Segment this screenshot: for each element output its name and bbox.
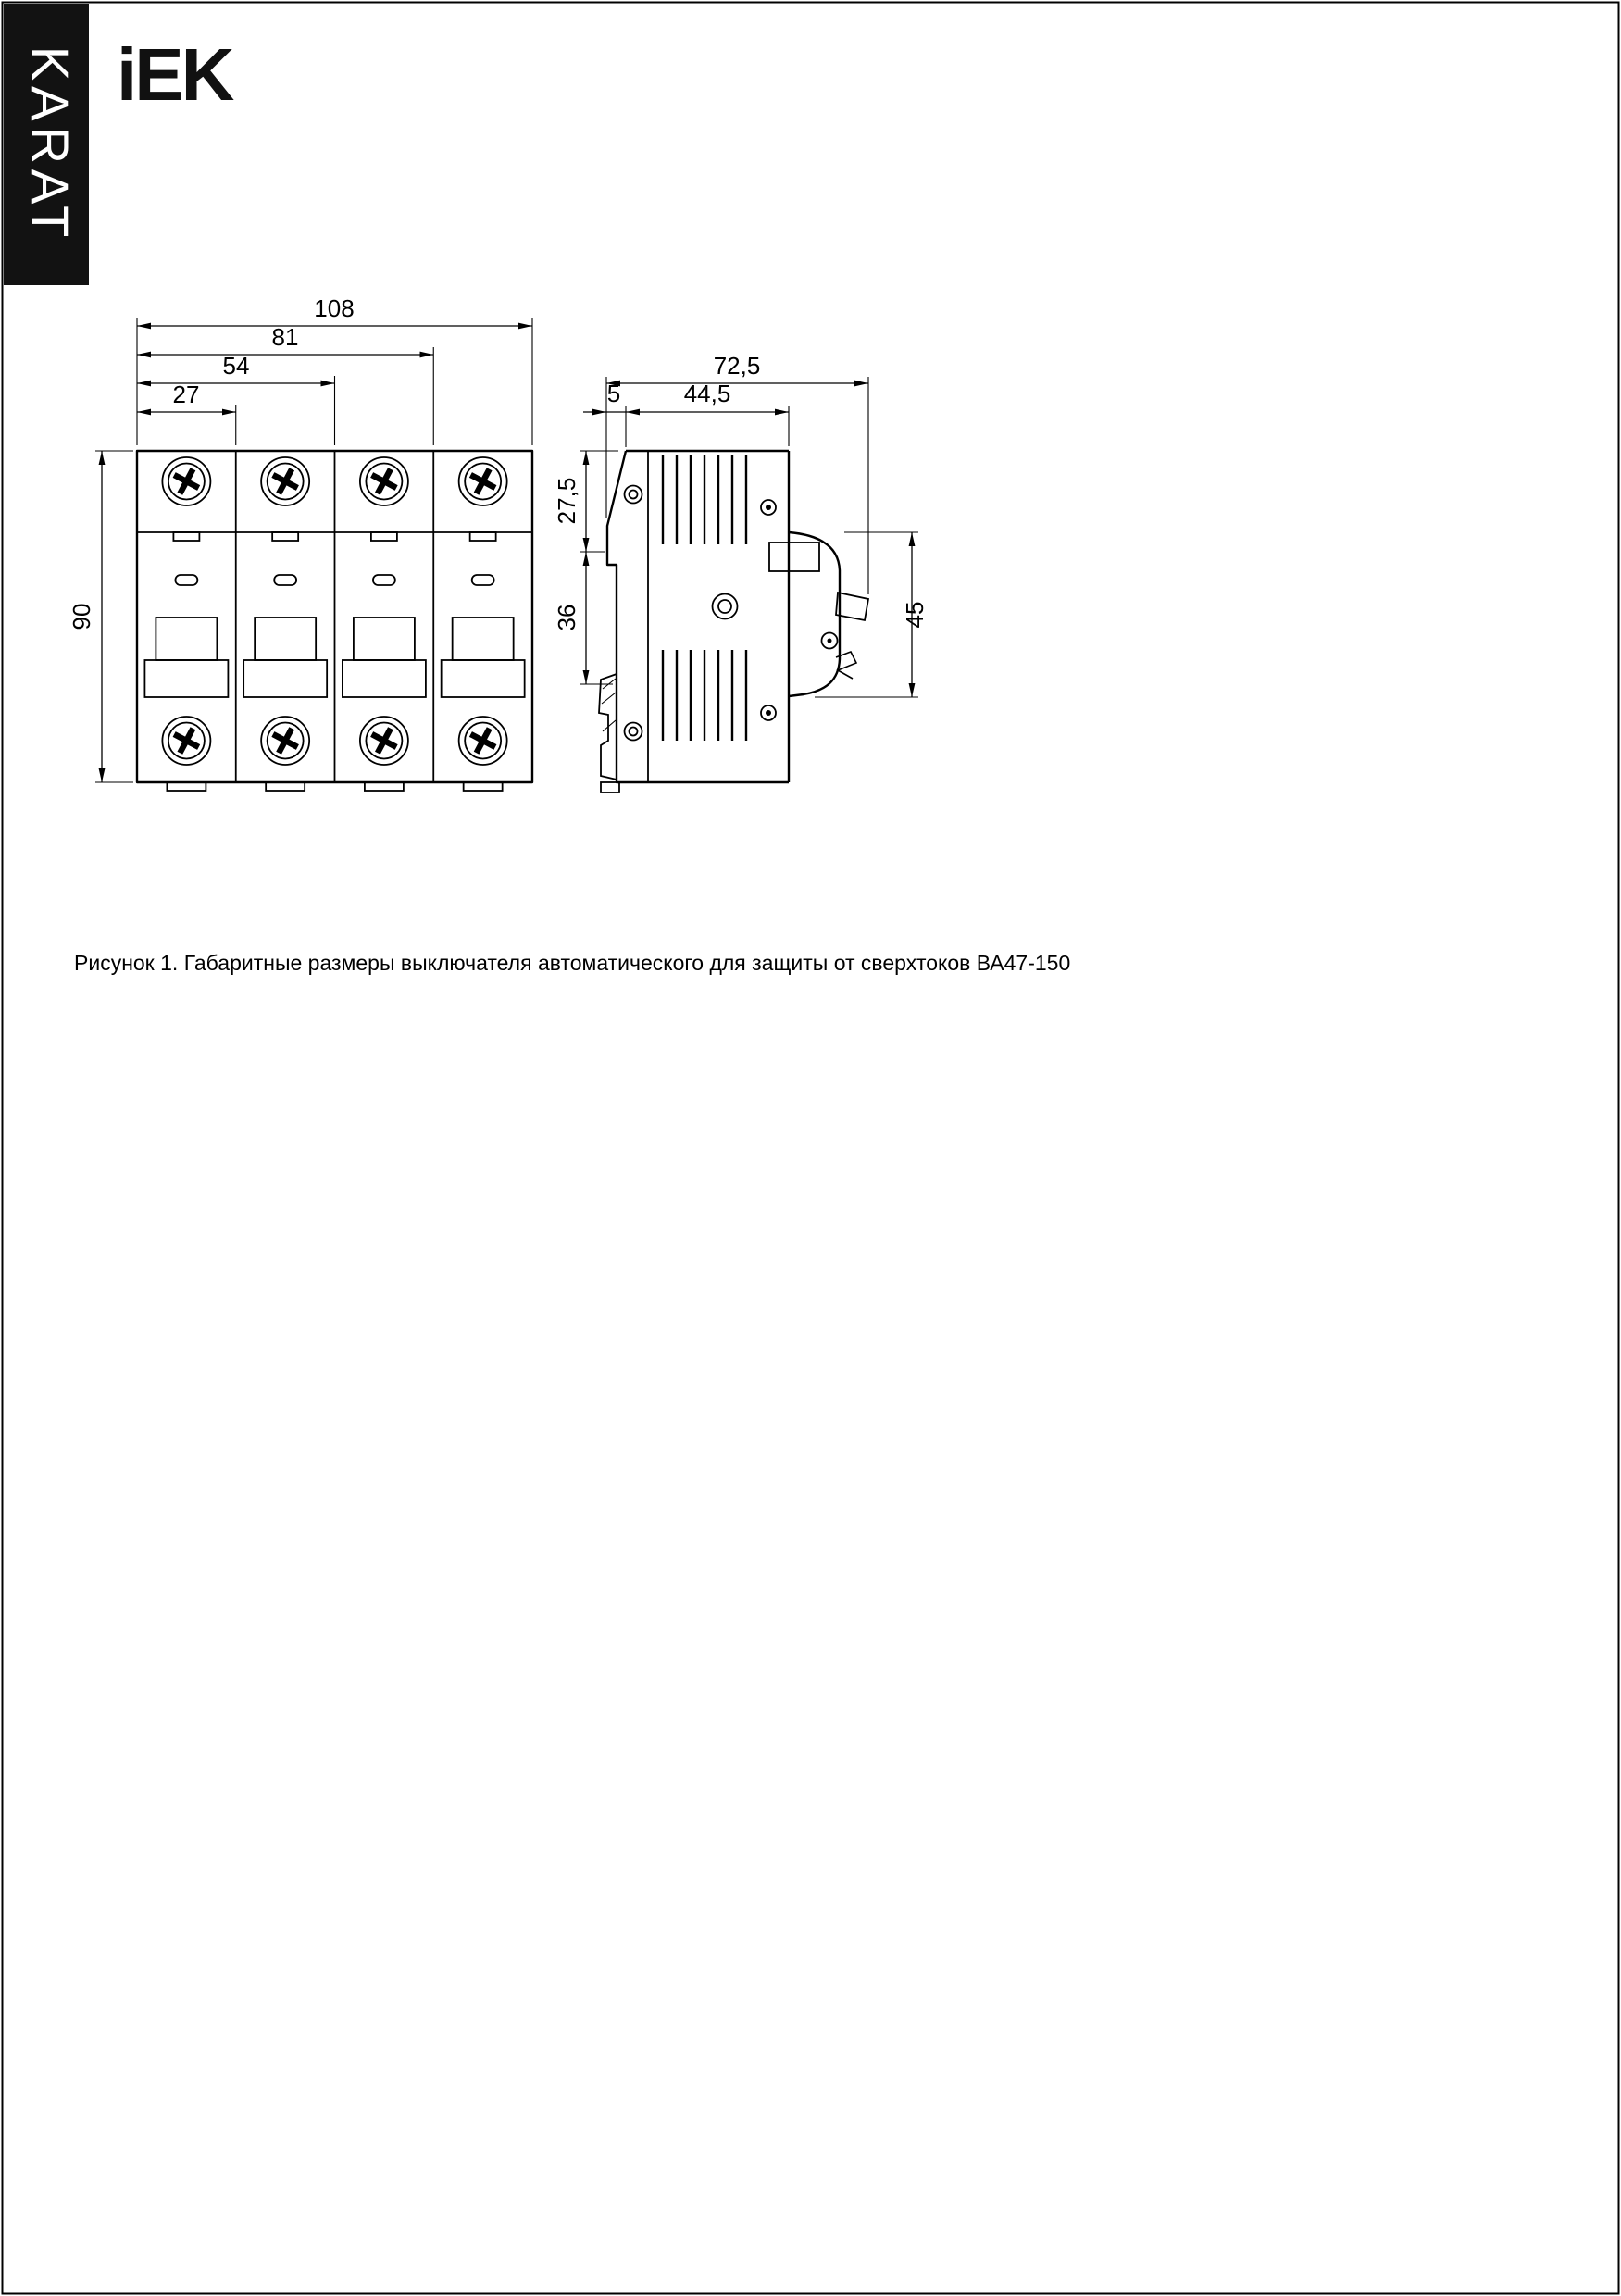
dim-label-72-5: 72,5: [713, 352, 761, 380]
pole-module-2: [243, 457, 327, 791]
dimension-27: [137, 381, 236, 412]
vent-slots-bottom: [663, 650, 746, 741]
dim-label-90: 90: [68, 603, 95, 630]
side-nose-outline: [789, 532, 840, 696]
dimension-54: [137, 352, 335, 383]
page-border: [3, 3, 1619, 2294]
label-plate: [769, 543, 819, 571]
pole-module-1: [144, 457, 228, 791]
side-view: [599, 451, 868, 792]
side-back-outline: [607, 451, 789, 782]
front-view: [137, 451, 532, 791]
dimension-45: [901, 532, 929, 697]
dim-label-45: 45: [901, 601, 929, 629]
side-dimensions: [553, 352, 929, 697]
pole-module-4: [442, 457, 525, 791]
dimension-5: [583, 380, 626, 412]
dim-label-5: 5: [606, 380, 621, 407]
dim-label-44-5: 44,5: [683, 380, 731, 407]
vent-slots-top: [663, 455, 746, 544]
dim-label-54: 54: [222, 352, 250, 380]
dim-label-27: 27: [172, 381, 200, 408]
dimension-81: [137, 323, 433, 355]
dim-label-108: 108: [314, 294, 355, 322]
dimension-90: [68, 451, 133, 782]
dim-label-36: 36: [553, 604, 580, 631]
dimension-44-5: [626, 380, 789, 412]
brand-logo: iEK: [117, 33, 232, 116]
figure-caption: Рисунок 1. Габаритные размеры выключателя автоматического для защиты от сверхтоков ВА47-150: [74, 951, 1071, 975]
din-clip-foot: [601, 782, 619, 792]
handle-pivot-dot: [828, 639, 832, 643]
brand-karat-label: KARAT: [21, 45, 81, 243]
dim-label-81: 81: [271, 323, 299, 351]
brand-bar: [4, 4, 89, 285]
dimension-27-5: [553, 451, 586, 552]
dimension-72-5: [606, 352, 868, 383]
dim-label-27-5: 27,5: [553, 477, 580, 525]
dimension-108: [137, 294, 532, 326]
side-screws: [625, 486, 777, 741]
toggle-handle: [836, 593, 868, 620]
pole-module-3: [343, 457, 426, 791]
dimension-36: [553, 552, 586, 684]
